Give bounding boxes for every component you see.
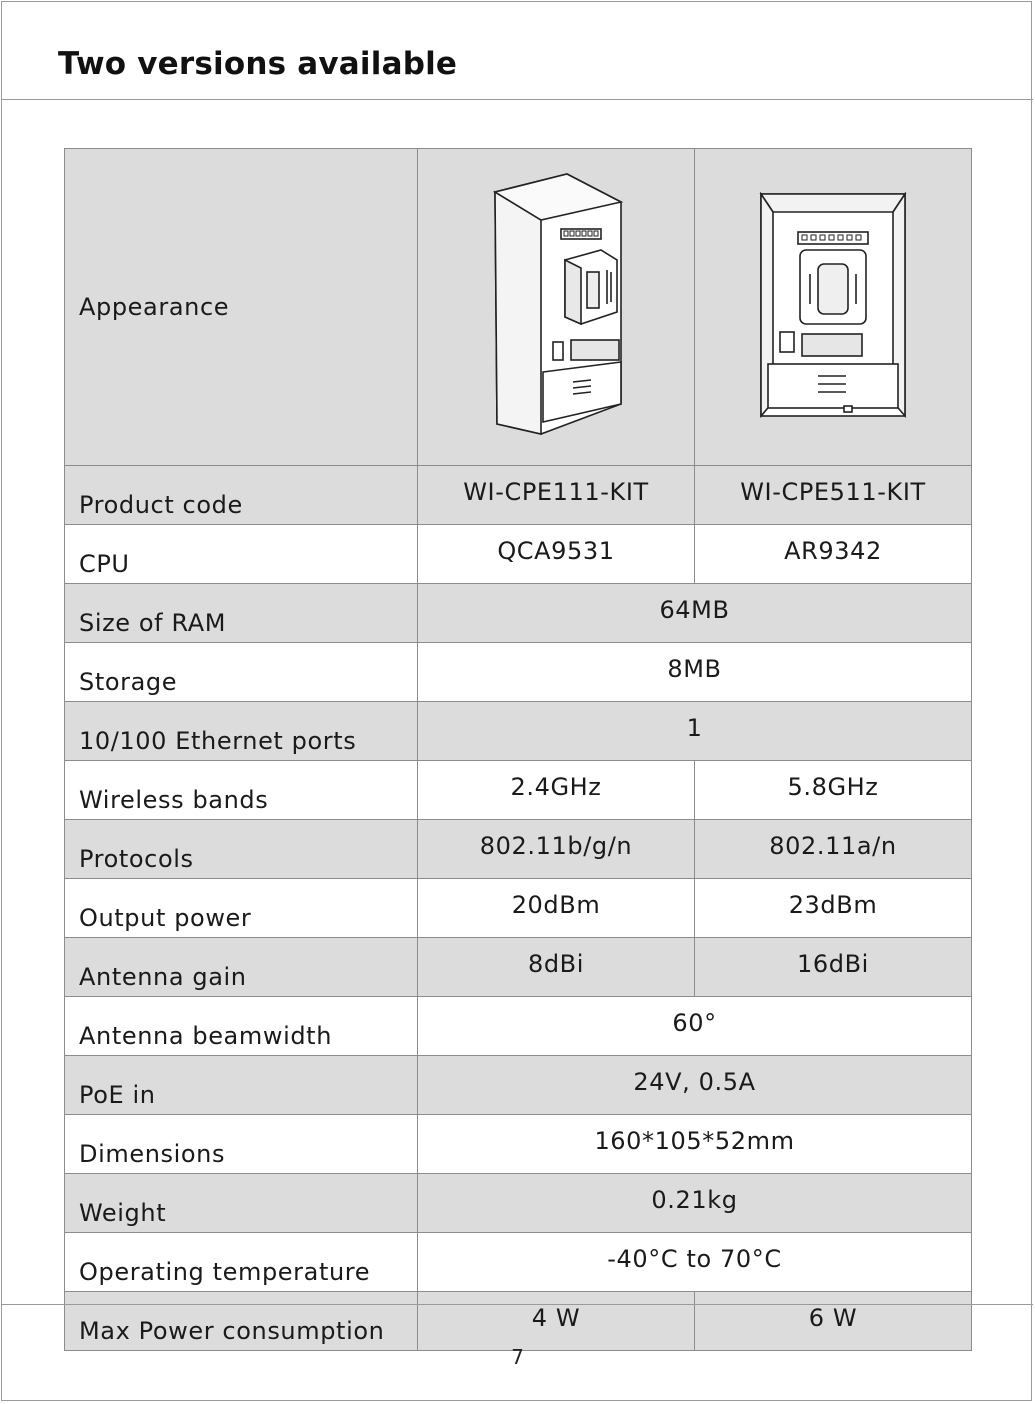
spec-value-cpe111: 802.11b/g/n [418,820,695,879]
spec-value-cpe111: 4 W [418,1292,695,1351]
page-number: 7 [511,1345,524,1369]
spec-row [65,879,972,938]
spec-value-shared: 160*105*52mm [418,1115,972,1174]
spec-label: Product code [65,466,418,525]
spec-value-cpe511: 802.11a/n [695,820,972,879]
spec-row [65,1115,972,1174]
spec-label: Max Power consumption [65,1292,418,1351]
spec-row [65,1292,972,1351]
spec-row [65,938,972,997]
spec-label: PoE in [65,1056,418,1115]
spec-row [65,525,972,584]
cpe511-image-cell [695,149,972,466]
spec-row [65,1174,972,1233]
spec-value-shared: 64MB [418,584,972,643]
appearance-row [65,149,972,466]
spec-value-cpe511: 5.8GHz [695,761,972,820]
spec-label: Antenna beamwidth [65,997,418,1056]
spec-value-cpe111: QCA9531 [418,525,695,584]
spec-label: Wireless bands [65,761,418,820]
spec-label: Size of RAM [65,584,418,643]
spec-label: Protocols [65,820,418,879]
cpe111-device-illustration [481,172,631,442]
footer-divider [1,1304,1033,1305]
spec-value-shared: 0.21kg [418,1174,972,1233]
spec-value-cpe511: 16dBi [695,938,972,997]
spec-value-cpe511: AR9342 [695,525,972,584]
spec-value-cpe111: 8dBi [418,938,695,997]
spec-value-shared: -40°C to 70°C [418,1233,972,1292]
cpe511-device-illustration [758,192,908,422]
page-title: Two versions available [58,46,458,82]
spec-row [65,761,972,820]
spec-value-shared: 24V, 0.5A [418,1056,972,1115]
spec-row [65,643,972,702]
spec-label: Dimensions [65,1115,418,1174]
spec-row [65,702,972,761]
spec-label: 10/100 Ethernet ports [65,702,418,761]
spec-value-cpe111: WI-CPE111-KIT [418,466,695,525]
spec-label: Storage [65,643,418,702]
spec-value-cpe511: 23dBm [695,879,972,938]
spec-label: Weight [65,1174,418,1233]
spec-value-cpe111: 2.4GHz [418,761,695,820]
spec-row [65,1233,972,1292]
spec-value-shared: 1 [418,702,972,761]
spec-label: Output power [65,879,418,938]
spec-label: CPU [65,525,418,584]
spec-row [65,466,972,525]
spec-value-cpe111: 20dBm [418,879,695,938]
spec-table [64,148,972,1351]
spec-value-shared: 60° [418,997,972,1056]
spec-row [65,1056,972,1115]
cpe111-image-cell [418,149,695,466]
spec-label: Operating temperature [65,1233,418,1292]
spec-row [65,584,972,643]
spec-value-shared: 8MB [418,643,972,702]
spec-row [65,997,972,1056]
spec-value-cpe511: WI-CPE511-KIT [695,466,972,525]
spec-row [65,820,972,879]
spec-label: Antenna gain [65,938,418,997]
header-divider [1,99,1033,100]
appearance-label: Appearance [65,149,418,466]
spec-value-cpe511: 6 W [695,1292,972,1351]
